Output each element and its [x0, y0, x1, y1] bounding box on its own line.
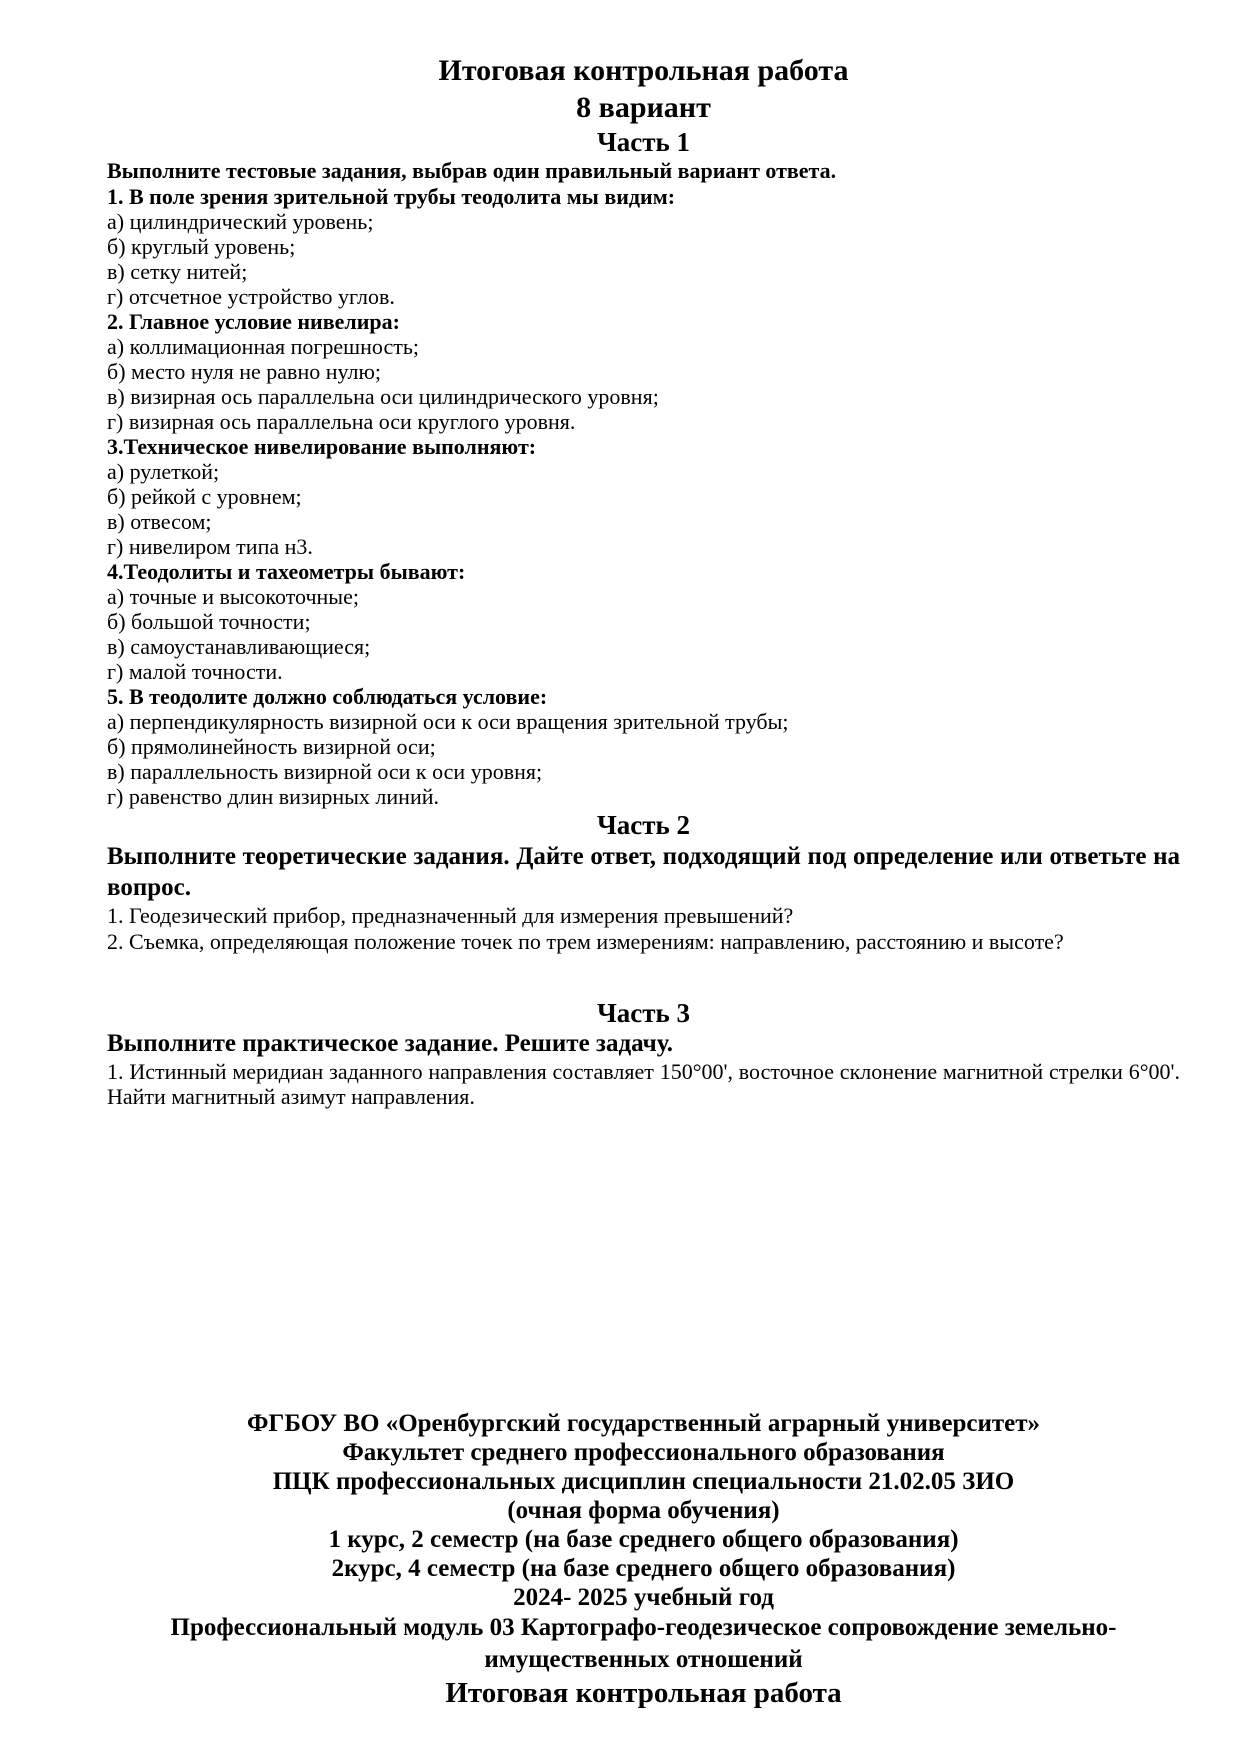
footer-line-faculty: Факультет среднего профессионального образования — [342, 1439, 945, 1466]
question-title: 3.Техническое нивелирование выполняют: — [107, 434, 537, 459]
answer-option: г) равенство длин визирных линий. — [107, 784, 439, 809]
answer-option: б) круглый уровень; — [107, 234, 296, 259]
part2-item: 2. Съемка, определяющая положение точек по трем измерениям: направлению, расстоянию и высоте? — [107, 929, 1064, 954]
part1-question-4 — [107, 559, 1180, 684]
part3-intro: Выполните практическое задание. Решите задачу. — [107, 1030, 673, 1057]
answer-option: в) отвесом; — [107, 509, 212, 534]
footer-line-module: Профессиональный модуль 03 Картографо-геодезическое сопровождение земельно-имущественных отношений — [170, 1614, 1117, 1673]
part1-question-5 — [107, 684, 1180, 809]
part1-question-3 — [107, 434, 1180, 559]
document-title: Итоговая контрольная работа — [438, 54, 849, 87]
part2-intro: Выполните теоретические задания. Дайте ответ, подходящий под определение или ответьте на вопрос. — [107, 843, 1180, 901]
part2-heading: Часть 2 — [596, 810, 691, 840]
variant-title: 8 вариант — [576, 91, 711, 124]
answer-option: а) коллимационная погрешность; — [107, 334, 419, 359]
answer-option: г) малой точности. — [107, 659, 283, 684]
answer-option: в) самоустанавливающиеся; — [107, 634, 371, 659]
question-title: 2. Главное условие нивелира: — [107, 309, 400, 334]
answer-option: б) прямолинейность визирной оси; — [107, 734, 436, 759]
part2-item: 1. Геодезический прибор, предназначенный для измерения превышений? — [107, 903, 794, 928]
answer-option: а) рулеткой; — [107, 459, 220, 484]
answer-option: г) нивелиром типа н3. — [107, 534, 313, 559]
answer-option: а) перпендикулярность визирной оси к оси вращения зрительной трубы; — [107, 709, 789, 734]
part1-question-2 — [107, 309, 1180, 434]
footer-line-pck: ПЦК профессиональных дисциплин специальности 21.02.05 ЗИО — [272, 1468, 1015, 1495]
footer-line-course1: 1 курс, 2 семестр (на базе среднего общего образования) — [328, 1526, 959, 1553]
part3-task: 1. Истинный меридиан заданного направления составляет 150°00', восточное склонение магнитной стрелки 6°00'. Найти магнитный азимут направления. — [107, 1059, 1180, 1109]
part1-intro: Выполните тестовые задания, выбрав один правильный вариант ответа. — [107, 158, 837, 183]
answer-option: а) точные и высокоточные; — [107, 584, 359, 609]
answer-option: в) сетку нитей; — [107, 259, 248, 284]
answer-option: б) большой точности; — [107, 609, 311, 634]
answer-option: в) параллельность визирной оси к оси уровня; — [107, 759, 543, 784]
footer-line-course2: 2курс, 4 семестр (на базе среднего общего образования) — [331, 1555, 956, 1582]
part1-question-1 — [107, 184, 1180, 309]
answer-option: г) отсчетное устройство углов. — [107, 284, 395, 309]
answer-option: б) рейкой с уровнем; — [107, 484, 302, 509]
answer-option: а) цилиндрический уровень; — [107, 209, 374, 234]
answer-option: в) визирная ось параллельна оси цилиндрического уровня; — [107, 384, 659, 409]
answer-option: б) место нуля не равно нулю; — [107, 359, 382, 384]
part3-heading: Часть 3 — [596, 998, 691, 1028]
question-title: 5. В теодолите должно соблюдаться условие: — [107, 684, 548, 709]
footer-line-form: (очная форма обучения) — [507, 1497, 780, 1524]
footer-line-year: 2024- 2025 учебный год — [513, 1584, 774, 1611]
part1-heading: Часть 1 — [596, 127, 691, 157]
footer-doc-title: Итоговая контрольная работа — [445, 1677, 842, 1709]
footer-section — [107, 1409, 1180, 1710]
footer-line-university: ФГБОУ ВО «Оренбургский государственный аграрный университет» — [246, 1410, 1041, 1437]
question-title: 1. В поле зрения зрительной трубы теодолита мы видим: — [107, 184, 676, 209]
question-title: 4.Теодолиты и тахеометры бывают: — [107, 559, 466, 584]
answer-option: г) визирная ось параллельна оси круглого уровня. — [107, 409, 576, 434]
part3-section — [107, 997, 1180, 1109]
